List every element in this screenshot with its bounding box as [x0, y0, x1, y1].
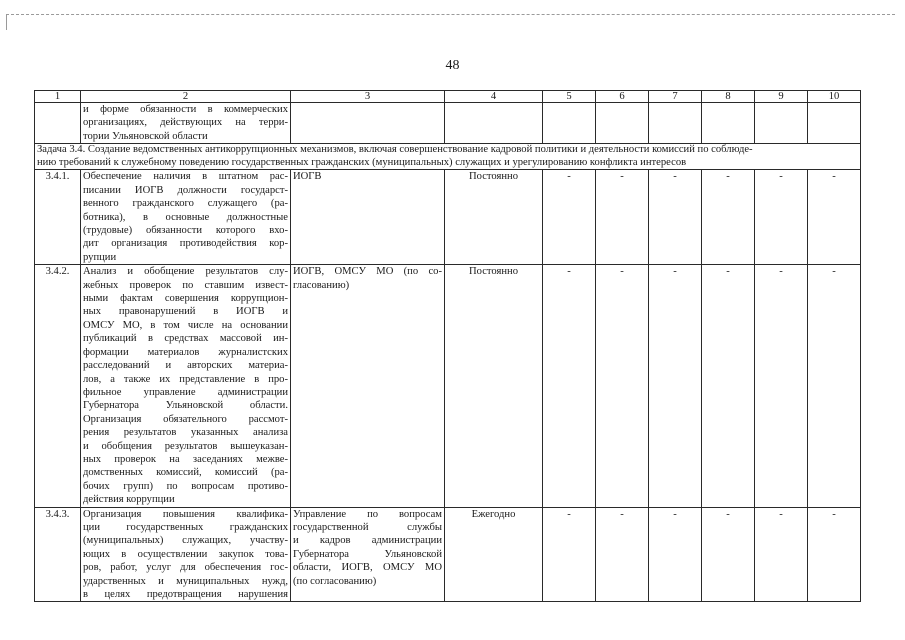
- table-row: [35, 265, 861, 507]
- executor-cell: [291, 507, 445, 602]
- value-cell: -: [808, 265, 861, 507]
- text-line: дит организация противодействия кор-: [83, 238, 288, 250]
- description-cell: [81, 103, 291, 144]
- text-line: и обобщения результатов вышеуказан-: [83, 440, 288, 452]
- text-line: ударственных и муниципальных нужд,: [83, 575, 288, 587]
- text-line: области, ИОГВ, ОМСУ МО: [293, 562, 442, 574]
- header-cell: 8: [702, 91, 755, 103]
- text-line: в целях предотвращения нарушения: [83, 589, 288, 600]
- text-line: бочих групп) по вопросам противо-: [83, 480, 288, 492]
- text-line: Организация повышения квалифика-: [83, 508, 288, 520]
- text-line: государственной службы: [293, 521, 442, 533]
- term-cell: [445, 103, 543, 144]
- text-line: действия коррупции: [83, 494, 175, 506]
- term-cell: Постоянно: [445, 265, 543, 507]
- text-line: (по согласованию): [293, 575, 377, 587]
- term-cell: Постоянно: [445, 170, 543, 265]
- header-cell: 7: [649, 91, 702, 103]
- value-cell: -: [702, 265, 755, 507]
- value-cell: -: [755, 507, 808, 602]
- text-line: организациях, действующих на терри-: [83, 117, 288, 129]
- text-line: ных проверок на заседаниях межве-: [83, 453, 288, 465]
- text-line: Губернатора Ульяновской области.: [83, 400, 288, 412]
- text-line: ющих в осуществлении закупок това-: [83, 548, 288, 560]
- text-line: Управление по вопросам: [293, 508, 442, 520]
- value-cell: -: [702, 507, 755, 602]
- text-line: (трудовые) обязанности которого вхо-: [83, 225, 288, 237]
- text-line: публикаций в средствах массовой ин-: [83, 333, 288, 345]
- code-cell: 3.4.3.: [35, 507, 81, 602]
- text-line: Анализ и обобщение результатов слу-: [83, 266, 288, 278]
- value-cell: -: [596, 265, 649, 507]
- value-cell: [755, 103, 808, 144]
- table-row: [35, 507, 861, 602]
- text-line: лов, а также их представление в про-: [83, 373, 288, 385]
- scan-edge-left: [6, 14, 7, 30]
- header-cell: 2: [81, 91, 291, 103]
- header-cell: 9: [755, 91, 808, 103]
- value-cell: [543, 103, 596, 144]
- text-line: фильное управление администрации: [83, 386, 288, 398]
- text-line: тории Ульяновской области: [83, 130, 208, 142]
- text-line: ИОГВ: [293, 171, 322, 183]
- header-cell: 1: [35, 91, 81, 103]
- value-cell: [649, 103, 702, 144]
- value-cell: [596, 103, 649, 144]
- header-cell: 4: [445, 91, 543, 103]
- text-line: Организация обязательного рассмот-: [83, 413, 288, 425]
- value-cell: -: [543, 170, 596, 265]
- value-cell: -: [596, 170, 649, 265]
- text-line: рупции: [83, 251, 117, 263]
- text-line: ции государственных гражданских: [83, 521, 288, 533]
- value-cell: -: [543, 507, 596, 602]
- text-line: ИОГВ, ОМСУ МО (по со-: [293, 266, 442, 278]
- text-line: Губернатора Ульяновской: [293, 548, 442, 560]
- text-line: и кадров администрации: [293, 535, 442, 547]
- text-line: ОМСУ МО, в том числе на основании: [83, 319, 288, 331]
- text-line: Обеспечение наличия в штатном рас-: [83, 171, 288, 183]
- code-cell: [35, 103, 81, 144]
- value-cell: -: [649, 170, 702, 265]
- value-cell: -: [649, 265, 702, 507]
- page-number: 48: [445, 58, 460, 73]
- task-row: [35, 144, 861, 170]
- text-line: формации материалов журналистских: [83, 346, 288, 358]
- value-cell: -: [755, 265, 808, 507]
- value-cell: -: [543, 265, 596, 507]
- text-line: ботника), в основные должностные: [83, 211, 288, 223]
- description-cell: [81, 170, 291, 265]
- code-cell: 3.4.1.: [35, 170, 81, 265]
- executor-cell: [291, 265, 445, 507]
- value-cell: [702, 103, 755, 144]
- header-cell: 3: [291, 91, 445, 103]
- table-row: [35, 170, 861, 265]
- text-line: ными фактам совершения коррупцион-: [83, 293, 288, 305]
- task-heading: [35, 144, 861, 170]
- text-line: гласованию): [293, 279, 350, 291]
- value-cell: [808, 103, 861, 144]
- term-cell: Ежегодно: [445, 507, 543, 602]
- text-line: рения результатов указанных анализа: [83, 427, 288, 439]
- scan-edge: [6, 14, 895, 15]
- executor-cell: [291, 103, 445, 144]
- header-row: [35, 91, 861, 103]
- text-line: и форме обязанности в коммерческих: [83, 104, 288, 115]
- text-line: жебных проверок по ставшим извест-: [83, 279, 288, 291]
- text-line: домственных комиссий, комиссий (ра-: [83, 467, 288, 479]
- code-cell: 3.4.2.: [35, 265, 81, 507]
- text-line: (муниципальных) служащих, участву-: [83, 535, 288, 547]
- value-cell: -: [702, 170, 755, 265]
- executor-cell: [291, 170, 445, 265]
- text-line: писании ИОГВ должности государст-: [83, 184, 288, 196]
- text-line: Задача 3.4. Создание ведомственных антикоррупционных механизмов, включая совершенствование кадровой политики и деятельности комиссий по соблюде-: [37, 144, 753, 156]
- header-cell: 6: [596, 91, 649, 103]
- header-cell: 10: [808, 91, 861, 103]
- value-cell: -: [649, 507, 702, 602]
- value-cell: -: [596, 507, 649, 602]
- value-cell: -: [808, 170, 861, 265]
- header-cell: 5: [543, 91, 596, 103]
- text-line: нию требований к служебному поведению государственных гражданских (муниципальных) служащих и урегулированию конфликта интересов: [37, 156, 687, 168]
- value-cell: -: [755, 170, 808, 265]
- continuation-row: [35, 103, 861, 144]
- text-line: венного гражданского служащего (ра-: [83, 198, 288, 210]
- description-cell: [81, 265, 291, 507]
- measures-table: [34, 90, 861, 602]
- value-cell: -: [808, 507, 861, 602]
- description-cell: [81, 507, 291, 602]
- text-line: ных правонарушений в ИОГВ и: [83, 306, 288, 318]
- text-line: расследований и авторских материа-: [83, 360, 288, 372]
- text-line: ров, работ, услуг для обеспечения гос-: [83, 562, 288, 574]
